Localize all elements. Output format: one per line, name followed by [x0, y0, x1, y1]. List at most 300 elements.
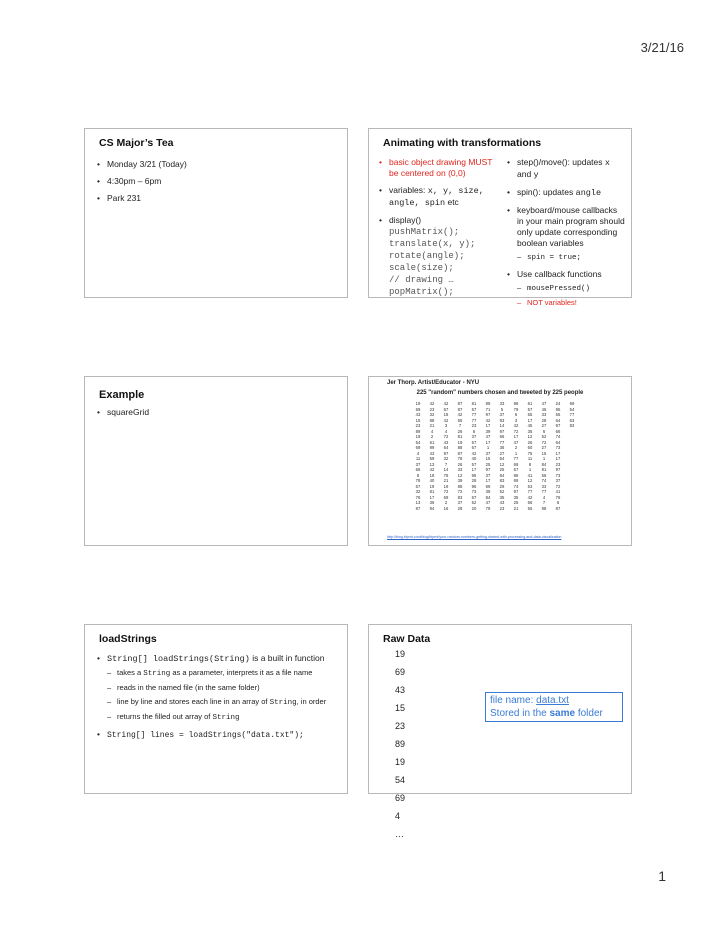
number-cell: 69 — [569, 401, 575, 406]
code-line: rotate(angle); — [389, 251, 465, 261]
number-cell: 19 — [415, 434, 421, 439]
number-cell: 67 — [415, 483, 421, 489]
number-cell: 77 — [499, 439, 505, 445]
number-cell: 33 — [541, 412, 547, 417]
number-cell: 97 — [499, 428, 505, 434]
sub-text: returns the filled out array of — [117, 712, 213, 721]
number-cell: 97 — [485, 412, 491, 417]
bullet-item — [379, 185, 497, 209]
source-link[interactable]: http://blog.blprnt.com/blog/blprnt/your-random-numbers-getting-started-with-processing-and-data-visualization — [387, 535, 562, 539]
bullet-list — [97, 159, 337, 210]
number-cell: 28 — [541, 417, 547, 423]
number-cell: 1 — [528, 467, 532, 472]
number-cell: 88 — [457, 483, 463, 489]
number-cell: 96 — [471, 483, 477, 489]
number-cell: 72 — [513, 428, 519, 434]
number-cell: 83 — [569, 423, 575, 428]
number-cell: 88 — [457, 445, 463, 450]
page-number: 1 — [658, 868, 666, 884]
number-cell: 87 — [457, 406, 463, 412]
bullet-item: • squareGrid — [97, 407, 337, 418]
slide-title: Example — [99, 389, 145, 401]
number-cell: 89 — [415, 428, 421, 434]
number-cell: 19 — [415, 401, 421, 406]
image-heading: Jer Thorp. Artist/Educator - NYU — [387, 380, 480, 386]
sub-text: as a parameter, interprets it as a file name — [170, 668, 313, 677]
number-cell: 77 — [541, 489, 547, 494]
number-cell: 20 — [471, 505, 477, 511]
number-cell: 40 — [429, 478, 435, 483]
code-text: String — [143, 670, 171, 678]
number-cell: 67 — [471, 494, 477, 500]
number-cell: 6 — [472, 428, 476, 434]
number-cell: 87 — [415, 505, 421, 511]
sub-text: , in order — [296, 697, 327, 706]
number-cell: 47 — [485, 500, 491, 505]
number-cell: 32 — [429, 412, 435, 417]
number-cell: 43 — [499, 500, 505, 505]
number-cell: 16 — [443, 505, 449, 511]
number-cell: 35 — [527, 428, 533, 434]
number-cell: 66 — [499, 434, 505, 439]
number-cell: 12 — [457, 472, 463, 478]
number-cell: 55 — [527, 505, 533, 511]
number-cell: 81 — [541, 467, 547, 472]
number-cell: 43 — [429, 450, 435, 456]
number-cell: 87 — [457, 401, 463, 406]
number-cell: 4 — [542, 494, 546, 500]
raw-value: 54 — [395, 775, 406, 785]
number-cell: 17 — [485, 423, 491, 428]
code-line: scale(size); — [389, 263, 454, 273]
number-cell: 5 — [500, 406, 504, 412]
number-cell: 99 — [429, 445, 435, 450]
number-cell: 69 — [513, 461, 519, 467]
number-cell: 71 — [485, 406, 491, 412]
raw-value: 69 — [395, 667, 406, 677]
number-cell: 64 — [555, 417, 561, 423]
sub-bullet — [107, 712, 339, 723]
bullet-item: • 4:30pm – 6pm — [97, 176, 337, 187]
number-cell: 33 — [499, 401, 505, 406]
number-cell: 17 — [555, 450, 561, 456]
number-cell: 73 — [555, 472, 561, 478]
number-cell: 33 — [457, 467, 463, 472]
number-cell: 1 — [542, 456, 546, 461]
number-cell: 47 — [513, 439, 519, 445]
number-cell: 17 — [527, 417, 533, 423]
number-cell: 23 — [471, 423, 477, 428]
number-cell: 42 — [471, 450, 477, 456]
slide-loadstrings — [84, 624, 348, 794]
number-cell: 81 — [471, 401, 477, 406]
number-cell: 87 — [555, 505, 561, 511]
number-cell: 53 — [527, 483, 533, 489]
sub-text: takes a — [117, 668, 144, 677]
number-cell: 19 — [429, 483, 435, 489]
bullet-item: • basic object drawing MUST be centered on (0,0) — [379, 157, 497, 179]
number-cell: 72 — [555, 483, 561, 489]
number-cell: 17 — [471, 467, 477, 472]
code-text: y — [533, 170, 539, 180]
bullet-text: Use callback functions — [517, 269, 602, 279]
number-cell: 87 — [457, 450, 463, 456]
number-cell: 14 — [443, 467, 449, 472]
number-cell: 26 — [527, 439, 533, 445]
raw-value: 15 — [395, 703, 406, 713]
file-name-line — [490, 694, 618, 707]
code-text: String — [269, 699, 297, 707]
number-cell: 15 — [541, 450, 547, 456]
number-cell: 42 — [443, 417, 449, 423]
number-cell: 2 — [444, 500, 448, 505]
numbers-table — [411, 401, 579, 511]
number-cell: 74 — [541, 478, 547, 483]
right-bullet-column — [507, 157, 625, 314]
number-cell: 46 — [541, 406, 547, 412]
number-cell: 84 — [485, 494, 491, 500]
number-cell: 25 — [499, 467, 505, 472]
number-cell: 97 — [485, 467, 491, 472]
code-line: translate(x, y); — [389, 239, 476, 249]
number-cell: 42 — [527, 494, 533, 500]
slide-raw-data — [368, 624, 632, 839]
number-cell: 18 — [443, 412, 449, 417]
slide-title: Animating with transformations — [383, 137, 542, 149]
number-cell: 8 — [416, 472, 420, 478]
note-text: folder — [575, 708, 603, 719]
slide-animating-transformations — [368, 128, 632, 307]
bullet-text: display() — [389, 215, 422, 225]
left-bullet-column — [379, 157, 497, 304]
number-cell: 37 — [499, 412, 505, 417]
code-text: String — [212, 714, 240, 722]
bullet-text: variables: — [389, 185, 428, 195]
number-cell: 95 — [555, 406, 561, 412]
number-cell: 1 — [514, 450, 518, 456]
file-note-box — [485, 692, 623, 722]
bullet-list — [97, 407, 337, 424]
number-cell: 1 — [486, 445, 490, 450]
note-text: Stored in the — [490, 708, 550, 719]
number-cell: 45 — [527, 423, 533, 428]
number-cell: 59 — [429, 456, 435, 461]
number-cell: 54 — [569, 406, 575, 412]
number-cell: 18 — [429, 472, 435, 478]
number-cell: 28 — [457, 505, 463, 511]
number-cell: 52 — [499, 489, 505, 494]
number-cell: 36 — [499, 445, 505, 450]
number-cell: 24 — [555, 401, 561, 406]
numbers-row — [411, 506, 579, 512]
raw-value: 43 — [395, 685, 406, 695]
code-text: angle — [575, 188, 602, 198]
slide-cs-majors-tea — [84, 128, 348, 298]
number-cell: 12 — [527, 434, 533, 439]
number-cell: 32 — [443, 456, 449, 461]
number-cell: 2 — [514, 445, 518, 450]
number-cell: 64 — [555, 439, 561, 445]
number-cell: 72 — [443, 434, 449, 439]
number-cell: 77 — [513, 456, 519, 461]
number-cell: 43 — [443, 439, 449, 445]
sub-bullet — [107, 697, 339, 708]
number-cell: 29 — [499, 483, 505, 489]
number-cell: 11 — [527, 456, 533, 461]
number-cell: 17 — [485, 478, 491, 483]
sub-bullet — [107, 668, 339, 679]
number-cell: 6 — [556, 500, 560, 505]
number-cell: 37 — [457, 500, 463, 505]
number-cell: 19 — [443, 483, 449, 489]
number-cell: 56 — [541, 472, 547, 478]
number-cell: 17 — [485, 439, 491, 445]
number-cell: 14 — [499, 423, 505, 428]
number-cell: 73 — [471, 489, 477, 494]
number-cell: 7 — [542, 500, 546, 505]
raw-value: 89 — [395, 739, 406, 749]
number-cell: 3 — [514, 417, 518, 423]
number-cell: 64 — [443, 445, 449, 450]
number-cell: 98 — [513, 401, 519, 406]
number-cell: 78 — [457, 456, 463, 461]
number-cell: 37 — [485, 472, 491, 478]
file-name: data.txt — [536, 695, 569, 706]
number-cell: 88 — [429, 417, 435, 423]
bullet-text: is a built in function — [249, 653, 325, 663]
number-cell: 37 — [471, 434, 477, 439]
number-cell: 78 — [443, 472, 449, 478]
number-cell: 6 — [514, 412, 518, 417]
number-cell: 23 — [429, 406, 435, 412]
number-cell: 97 — [513, 489, 519, 494]
number-cell: 57 — [471, 461, 477, 467]
bullet-item — [97, 729, 339, 741]
number-cell: 61 — [429, 439, 435, 445]
number-cell: 11 — [415, 456, 421, 461]
number-cell: 12 — [527, 478, 533, 483]
number-cell: 42 — [457, 412, 463, 417]
raw-value: 19 — [395, 757, 406, 767]
number-cell: 98 — [541, 505, 547, 511]
number-cell: 41 — [555, 489, 561, 494]
number-cell: 81 — [429, 489, 435, 494]
slide-random-numbers — [368, 376, 632, 546]
number-cell: 81 — [457, 434, 463, 439]
number-cell: 17 — [429, 494, 435, 500]
raw-value: 4 — [395, 811, 401, 821]
bullet-item — [507, 187, 625, 199]
number-cell: 4 — [416, 450, 420, 456]
number-cell: 40 — [471, 456, 477, 461]
number-cell: 73 — [555, 445, 561, 450]
number-cell: 61 — [527, 401, 533, 406]
number-cell: 27 — [499, 450, 505, 456]
bullet-item: • Park 231 — [97, 193, 337, 204]
number-cell: 37 — [485, 450, 491, 456]
number-cell: 23 — [499, 505, 505, 511]
number-cell: 69 — [415, 445, 421, 450]
number-cell: 77 — [569, 412, 575, 417]
number-cell: 93 — [499, 417, 505, 423]
raw-values-list — [395, 645, 405, 843]
number-cell: 28 — [471, 478, 477, 483]
number-cell: 77 — [527, 489, 533, 494]
code-text: spin = true; — [527, 254, 582, 262]
number-cell: 7 — [458, 423, 462, 428]
number-cell: 55 — [555, 412, 561, 417]
number-cell: 23 — [555, 461, 561, 467]
number-cell: 57 — [471, 406, 477, 412]
number-cell: 37 — [555, 478, 561, 483]
number-cell: 99 — [485, 401, 491, 406]
number-cell: 26 — [457, 428, 463, 434]
number-cell: 32 — [415, 489, 421, 494]
number-cell: 54 — [415, 439, 421, 445]
number-cell: 47 — [541, 401, 547, 406]
sub-bullet — [517, 283, 625, 294]
number-cell: 21 — [429, 423, 435, 428]
number-cell: 7 — [444, 461, 448, 467]
number-cell: 84 — [499, 472, 505, 478]
raw-value: … — [395, 829, 404, 839]
note-bold: same — [549, 708, 576, 719]
number-cell: 69 — [513, 478, 519, 483]
number-cell: 26 — [457, 461, 463, 467]
number-cell: 57 — [513, 467, 519, 472]
bullet-text: spin(): updates — [517, 187, 576, 197]
number-cell: 60 — [527, 445, 533, 450]
number-cell: 21 — [443, 478, 449, 483]
number-cell — [565, 506, 579, 512]
bullet-text: etc — [445, 197, 459, 207]
number-cell: 66 — [555, 428, 561, 434]
number-cell: 72 — [457, 489, 463, 494]
number-cell: 39 — [457, 478, 463, 483]
number-cell: 72 — [541, 439, 547, 445]
number-cell: 86 — [513, 472, 519, 478]
number-cell: 63 — [569, 417, 575, 423]
number-cell: 4 — [430, 428, 434, 434]
number-cell: 23 — [415, 423, 421, 428]
number-cell: 4 — [444, 428, 448, 434]
number-cell: 75 — [527, 450, 533, 456]
number-cell: 37 — [415, 461, 421, 467]
code-text: mousePressed() — [527, 285, 591, 293]
slide-example — [84, 376, 348, 546]
number-cell: 78 — [415, 478, 421, 483]
slide-title: CS Major’s Tea — [99, 137, 174, 149]
bullet-item — [507, 157, 625, 181]
number-cell: 39 — [485, 489, 491, 494]
number-cell: 13 — [429, 461, 435, 467]
number-cell: 83 — [499, 478, 505, 483]
code-line: // drawing … — [389, 275, 454, 285]
bullet-text: keyboard/mouse callbacks in your main program should only update corresponding boolean variables — [517, 205, 625, 248]
raw-value: 69 — [395, 793, 406, 803]
number-cell: 52 — [471, 500, 477, 505]
number-cell: 83 — [457, 494, 463, 500]
number-cell: 8 — [528, 461, 532, 467]
code-text: x, y, size, angle, spin — [389, 186, 484, 208]
sub-bullet: – NOT variables! — [517, 298, 625, 308]
number-cell: 3 — [444, 423, 448, 428]
code-line: pushMatrix(); — [389, 227, 460, 237]
number-cell: 17 — [555, 456, 561, 461]
number-cell: 36 — [429, 500, 435, 505]
number-cell: 97 — [555, 467, 561, 472]
raw-value: 23 — [395, 721, 406, 731]
number-cell: 2 — [430, 434, 434, 439]
number-cell: 25 — [485, 461, 491, 467]
number-cell: 69 — [415, 406, 421, 412]
bullet-item — [97, 653, 339, 723]
number-cell: 79 — [513, 406, 519, 412]
code-text: String[] lines = loadStrings("data.txt"); — [107, 731, 304, 740]
slide-title: Raw Data — [383, 633, 431, 645]
bullet-text: and — [517, 169, 534, 179]
bullet-text: step()/move(): updates — [517, 157, 605, 167]
number-cell: 95 — [471, 472, 477, 478]
number-cell: 42 — [443, 401, 449, 406]
number-cell: 74 — [513, 483, 519, 489]
page-date: 3/21/16 — [640, 40, 684, 55]
number-cell: 12 — [499, 461, 505, 467]
number-cell: 42 — [485, 417, 491, 423]
number-cell: 33 — [541, 483, 547, 489]
number-cell: 69 — [485, 483, 491, 489]
number-cell: 25 — [513, 500, 519, 505]
raw-value: 19 — [395, 649, 406, 659]
number-cell: 27 — [541, 423, 547, 428]
number-cell: 84 — [541, 461, 547, 467]
sub-text: line by line and stores each line in an array of — [117, 697, 270, 706]
number-cell: 39 — [485, 428, 491, 434]
number-cell: 42 — [513, 423, 519, 428]
number-cell: 64 — [499, 456, 505, 461]
number-cell: 55 — [457, 417, 463, 423]
bullet-item — [507, 269, 625, 308]
number-cell: 41 — [527, 472, 533, 478]
number-cell: 35 — [499, 494, 505, 500]
number-cell: 6 — [542, 428, 546, 434]
sub-bullet — [517, 252, 625, 263]
number-cell: 15 — [485, 456, 491, 461]
number-cell: 97 — [555, 423, 561, 428]
bullet-list — [97, 653, 339, 747]
number-cell: 47 — [485, 434, 491, 439]
number-cell: 66 — [527, 500, 533, 505]
code-text: String[] loadStrings(String) — [107, 654, 250, 664]
bullet-item — [379, 215, 497, 298]
number-cell: 79 — [485, 505, 491, 511]
number-cell: 27 — [541, 445, 547, 450]
number-cell: 42 — [429, 467, 435, 472]
number-cell: 13 — [415, 500, 421, 505]
sub-bullet: – reads in the named file (in the same folder) — [107, 683, 339, 693]
number-cell: 19 — [457, 439, 463, 445]
number-cell: 72 — [443, 489, 449, 494]
number-cell: 67 — [443, 406, 449, 412]
number-cell: 67 — [471, 445, 477, 450]
number-cell: 15 — [415, 417, 421, 423]
number-cell: 76 — [415, 494, 421, 500]
number-cell: 76 — [555, 494, 561, 500]
code-line: popMatrix(); — [389, 287, 454, 297]
number-cell: 42 — [429, 401, 435, 406]
image-subheading: 225 "random" numbers chosen and tweeted by 225 people — [416, 390, 584, 396]
number-cell: 55 — [527, 412, 533, 417]
